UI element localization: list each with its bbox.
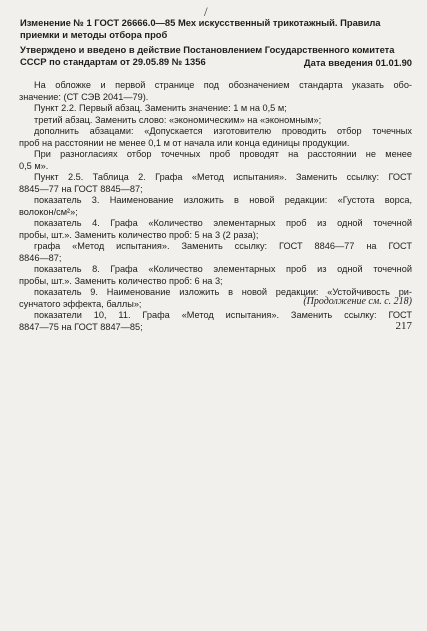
body-line: На обложке и первой странице под обозначением стандарта указать обо-	[34, 80, 412, 90]
body-line: Пункт 2.2. Первый абзац. Заменить значение: 1 м на 0,5 м;	[34, 103, 287, 113]
effective-date: Дата введения 01.01.90	[303, 57, 412, 68]
page-number: 217	[395, 320, 412, 332]
body-line: 0,5 м».	[19, 160, 49, 171]
body-line: При разногласиях отбор точечных проб проводят на расстоянии не менее	[34, 149, 412, 159]
continuation-note: (Продолжение см. с. 218)	[303, 296, 412, 307]
body-line: волокон/см²»;	[19, 206, 78, 217]
body-line: 8846—87;	[19, 252, 62, 263]
body-line: 8847—75 на ГОСТ 8847—85;	[19, 321, 143, 332]
handwritten-mark: /	[204, 4, 208, 19]
amendment-title: Изменение № 1 ГОСТ 26666.0—85 Мех искусственный трикотажный. Правила	[20, 17, 381, 28]
body-line: показатель 3. Наименование изложить в новой редакции: «Густота ворса,	[34, 195, 412, 205]
body-line: показатели 10, 11. Графа «Метод испытания». Заменить ссылку: ГОСТ	[34, 310, 412, 320]
approval-line: Утверждено и введено в действие Постановлением Государственного комитета	[20, 44, 395, 55]
approval-line-cont: СССР по стандартам от 29.05.89 № 1356	[20, 56, 206, 67]
body-line: сунчатого эффекта, баллы»;	[19, 298, 142, 309]
body-line: третий абзац. Заменить слово: «экономическим» на «экономным»;	[34, 114, 322, 125]
body-line: пробы, шт.». Заменить количество проб: 6 на 3;	[19, 275, 223, 286]
body-line: показатель 8. Графа «Количество элементарных проб из одной точечной	[34, 264, 412, 274]
body-line: пробы, шт.». Заменить количество проб: 5 на 3 (2 раза);	[19, 229, 259, 240]
body-line: дополнить абзацами: «Допускается изготовителю проводить отбор точечных	[34, 126, 412, 136]
body-line: проб на расстоянии не менее 0,1 м от начала или конца единицы продукции.	[19, 137, 350, 148]
body-line: 8845—77 на ГОСТ 8845—87;	[19, 183, 143, 194]
body-line: графа «Метод испытания». Заменить ссылку: ГОСТ 8846—77 на ГОСТ	[34, 241, 412, 251]
body-line: Пункт 2.5. Таблица 2. Графа «Метод испытания». Заменить ссылку: ГОСТ	[34, 172, 412, 182]
amendment-title-cont: приемки и методы отбора проб	[20, 29, 168, 40]
body-line: показатель 9. Наименование изложить в новой редакции: «Устойчивость ри-	[34, 287, 412, 297]
body-line: показатель 4. Графа «Количество элементарных проб из одной точечной	[34, 218, 412, 228]
body-line: значение: (СТ СЭВ 2041—79).	[19, 91, 149, 102]
